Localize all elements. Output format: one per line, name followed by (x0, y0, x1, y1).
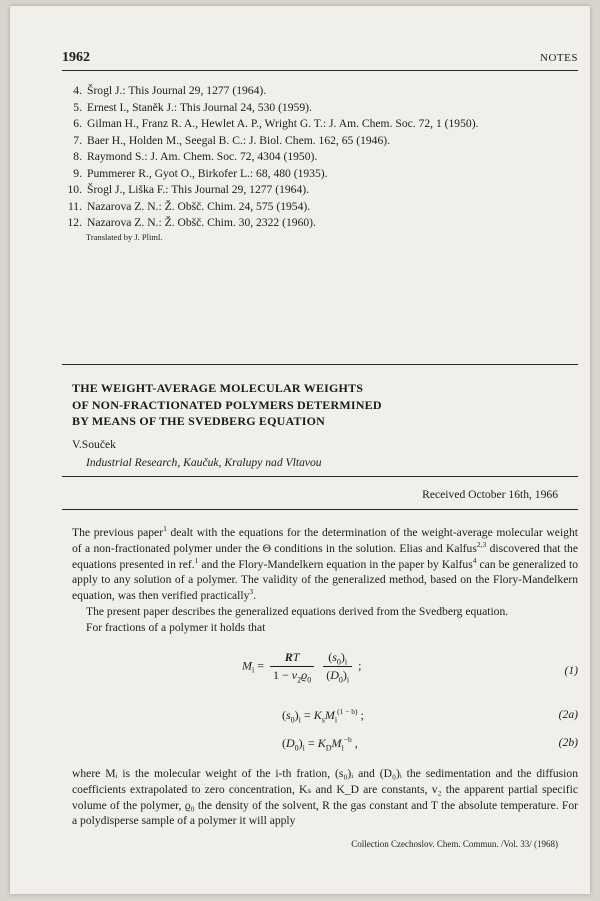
reference-number: 5. (73, 100, 82, 114)
translator-note: Translated by J. Pliml. (86, 232, 163, 242)
article-separator-rule (62, 364, 578, 365)
page (10, 6, 590, 894)
reference-number: 11. (67, 199, 82, 213)
equation-number: (1) (564, 664, 578, 677)
affiliation-rule (62, 476, 578, 477)
equation-1: $M_i$ = $\frac{RT}{1 - v_2ϱ_0}$ $\frac{(s_0)_i}{(D_0)_i}$ ; (1) (242, 650, 578, 685)
title-line: OF NON-FRACTIONATED POLYMERS DETERMINED (72, 397, 382, 412)
reference-item (62, 149, 582, 166)
title-line: BY MEANS OF THE SVEDBERG EQUATION (72, 414, 325, 428)
equation-number: (2a) (558, 708, 578, 721)
reference-item (62, 133, 582, 150)
equation-2b: $(D_0)_i = K_DM_i^{-b}$ , (2b) (282, 735, 578, 753)
received-rule (62, 509, 578, 510)
equation-number: (2b) (558, 736, 578, 749)
reference-text: Pummerer R., Gyot O., Birkofer L.: 68, 480 (1935). (87, 166, 328, 180)
affiliation: Industrial Research, Kaučuk, Kralupy nad Vltavou (86, 456, 322, 469)
reference-item (62, 166, 582, 183)
reference-item (62, 83, 582, 100)
reference-number: 9. (73, 166, 82, 180)
paragraph-fractions: For fractions of a polymer it holds that (86, 621, 266, 634)
reference-number: 12. (67, 216, 82, 229)
reference-list (62, 83, 582, 232)
reference-number: 10. (67, 183, 82, 196)
reference-text: Nazarova Z. N.: Ž. Obšč. Chim. 24, 575 (1954). (87, 199, 311, 213)
reference-text: Baer H., Holden M., Seegal B. C.: J. Biol. Chem. 162, 65 (1946). (87, 133, 391, 147)
equation-2a: $(s_0)_i = K_sM_i^{(1 - b)}$ ; (2a) (282, 707, 578, 725)
header-rule (62, 70, 578, 71)
paragraph-intro: The previous paper$^1$ dealt with the equations for the determination of the weight-average molecular weight of a non-fractionated polymer under the Θ conditions in the solution. Elias and Kalfus$^{2,3}$ discovered that the equations presented in ref.$^1$ and the Flory-Mandelkern equation in the paper by Kalfus$^4$ can be generalized to apply to any solution of a polymer. The validity of the generalized method, based on the Flory-Mandelkern equation, was then verified practically$^3$. (72, 524, 578, 603)
received-date: Received October 16th, 1966 (422, 488, 558, 501)
article-title (72, 380, 532, 430)
section-name: NOTES (540, 52, 578, 64)
reference-item (62, 100, 582, 117)
reference-item (62, 199, 582, 216)
author: V.Souček (72, 438, 116, 451)
paragraph-definitions: where Mᵢ is the molecular weight of the i-th fration, (s₀)ᵢ and (D₀)ᵢ the sedimentation and the diffusion coefficients extrapolated to zero concentration, Kₛ and K_D are constants, v₂ the apparent partial specific volume of the polymer, ϱ₀ the density of the solvent, R the gas constant and T the absolute temperature. For a polydisperse sample of a polymer it will apply (72, 767, 578, 828)
paragraph-present: The present paper describes the generalized equations derived from the Svedberg equation. (86, 605, 509, 618)
reference-number: 7. (73, 133, 82, 147)
reference-text: Ernest I., Staněk J.: This Journal 24, 530 (1959). (87, 100, 312, 114)
page-number: 1962 (62, 50, 90, 65)
reference-text: Šrogl J.: This Journal 29, 1277 (1964). (87, 84, 267, 97)
reference-item (62, 116, 582, 133)
journal-footer: Collection Czechoslov. Chem. Commun. /Vol. 33/ (1968) (351, 839, 558, 849)
title-line: THE WEIGHT-AVERAGE MOLECULAR WEIGHTS (72, 381, 364, 395)
reference-text: Raymond S.: J. Am. Chem. Soc. 72, 4304 (1950). (87, 150, 318, 163)
reference-item (62, 182, 582, 199)
reference-text: Gilman H., Franz R. A., Hewlet A. P., Wright G. T.: J. Am. Chem. Soc. 72, 1 (1950). (87, 117, 479, 130)
reference-text: Nazarova Z. N.: Ž. Obšč. Chim. 30, 2322 (1960). (87, 216, 316, 229)
reference-number: 6. (73, 117, 82, 130)
reference-number: 4. (73, 84, 82, 97)
reference-number: 8. (73, 150, 82, 163)
reference-text: Šrogl J., Liška F.: This Journal 29, 1277 (1964). (87, 183, 310, 196)
reference-item (62, 215, 582, 232)
